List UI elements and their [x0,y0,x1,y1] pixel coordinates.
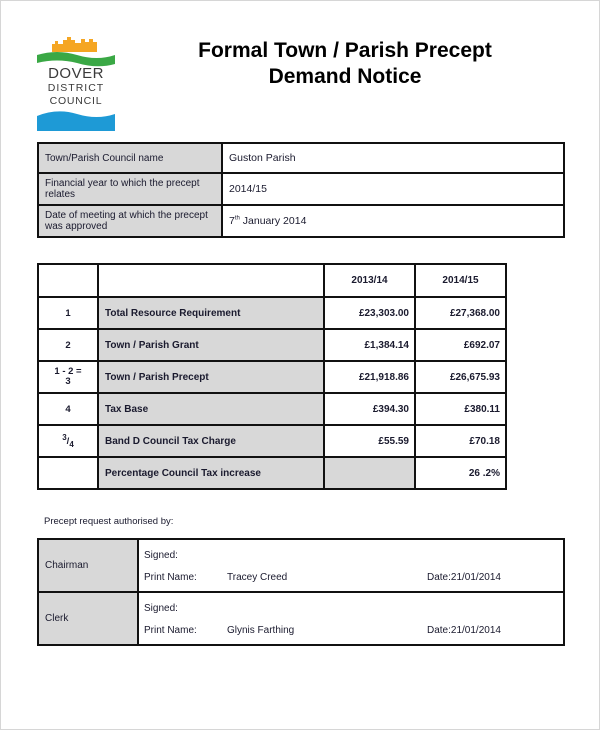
table-row [38,361,506,393]
row-desc: Town / Parish Grant [98,329,324,361]
logo-text-council: COUNCIL [49,95,103,107]
header-num [38,264,98,297]
row-2013-14: £23,303.00 [324,297,415,329]
financial-year-label: Financial year to which the precept relates [38,173,222,205]
title-line-1: Formal Town / Parish Precept [198,39,492,62]
row-desc: Percentage Council Tax increase [98,457,324,489]
table-header-row [38,264,506,297]
logo-text-district: DISTRICT [47,82,105,94]
row-2014-15: £692.07 [415,329,506,361]
role-clerk: Clerk [38,592,138,645]
meeting-day: 7 [229,215,235,227]
print-name-value: Tracey Creed [227,572,288,583]
table-row [38,457,506,489]
signature-block [138,592,564,645]
dover-district-council-logo [37,36,115,131]
meeting-day-suffix: th [234,215,240,222]
table-row [38,297,506,329]
fraction-numerator: 3 [62,432,67,442]
row-num [38,457,98,489]
role-chairman: Chairman [38,539,138,592]
row-desc: Town / Parish Precept [98,361,324,393]
signature-block [138,539,564,592]
fraction-denominator: 4 [69,440,74,450]
row-2014-15: 26 .2% [415,457,506,489]
meeting-month-year: January 2014 [239,215,307,227]
row-num: 2 [38,329,98,361]
signed-label: Signed: [144,550,178,561]
table-row [38,143,564,173]
print-name-label: Print Name: [144,572,197,583]
header-2014-15: 2014/15 [415,264,506,297]
table-row [38,539,564,592]
row-2014-15: £70.18 [415,425,506,457]
precept-finance-table [37,263,507,490]
formula-line-2: 3 [65,376,71,387]
table-row [38,592,564,645]
authorisation-caption: Precept request authorised by: [44,516,174,527]
table-row [38,329,506,361]
financial-year-value: 2014/15 [222,173,564,205]
row-2014-15: £380.11 [415,393,506,425]
row-desc: Tax Base [98,393,324,425]
council-name-label: Town/Parish Council name [38,143,222,173]
signature-date: Date:21/01/2014 [427,625,501,636]
table-row [38,173,564,205]
row-desc: Total Resource Requirement [98,297,324,329]
document-title [130,38,560,90]
table-row [38,205,564,237]
row-2013-14: £1,384.14 [324,329,415,361]
row-2013-14: £394.30 [324,393,415,425]
row-2013-14: £21,918.86 [324,361,415,393]
row-num: 4 [38,393,98,425]
signed-label: Signed: [144,603,178,614]
title-line-2: Demand Notice [268,65,422,88]
row-num [38,361,98,393]
row-desc: Band D Council Tax Charge [98,425,324,457]
row-2013-14 [324,457,415,489]
signature-date: Date:21/01/2014 [427,572,501,583]
table-row [38,425,506,457]
meeting-date-label: Date of meeting at which the precept was approved [38,205,222,237]
row-2013-14: £55.59 [324,425,415,457]
header-2013-14: 2013/14 [324,264,415,297]
table-row [38,393,506,425]
council-name-value: Guston Parish [222,143,564,173]
row-2014-15: £27,368.00 [415,297,506,329]
council-info-table [37,142,565,238]
row-num-fraction: $^3/_4$ [38,425,98,457]
print-name-label: Print Name: [144,625,197,636]
row-num: 1 [38,297,98,329]
header-desc [98,264,324,297]
authorisation-table [37,538,565,646]
logo-text-dover: DOVER [48,65,104,82]
row-2014-15: £26,675.93 [415,361,506,393]
print-name-value: Glynis Farthing [227,625,295,636]
formula-line-1: 1 - 2 = [54,366,82,377]
meeting-date-value [222,205,564,237]
